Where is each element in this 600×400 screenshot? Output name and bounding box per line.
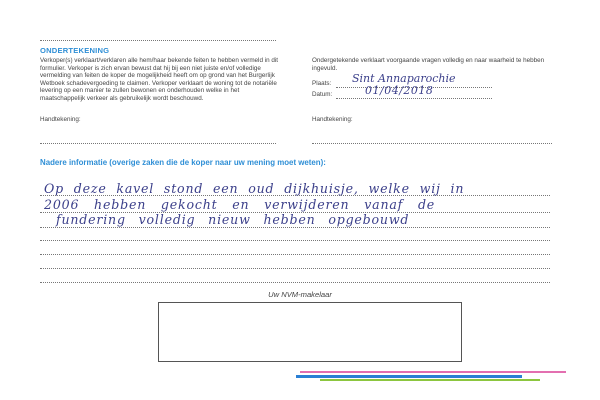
handwritten-note-line-2: 2006 hebben gekocht en verwijderen vanaf de: [44, 197, 436, 212]
seller-signature-label: Handtekening:: [40, 116, 81, 123]
stripe-blue: [296, 375, 522, 378]
date-line: [336, 98, 492, 99]
seller-declaration-text: Verkoper(s) verklaart/verklaren alle hem/haar bekende feiten te hebben vermeld in dit formulier. Verkoper is zich ervan bewust dat hij bij een niet juiste en/of volledige vermelding van feiten de koper de mogelijkheid heeft om op grond van het Burgerlijk Wetboek schadevergoeding te claimen. Verkoper verklaart de woning tot de notariële levering op een manier te zullen bewonen en onderhouden welke in het maatschappelijk verkeer als gebruikelijk wordt beschouwd.: [40, 57, 279, 102]
date-label: Datum:: [312, 91, 333, 98]
buyer-signature-label: Handtekening:: [312, 116, 353, 123]
place-value: Sint Annaparochie: [352, 72, 456, 85]
date-value: 01/04/2018: [365, 84, 434, 97]
place-label: Plaats:: [312, 80, 332, 87]
notes-heading: Nadere informatie (overige zaken die de koper naar uw mening moet weten):: [40, 158, 326, 167]
buyer-declaration-text: Ondergetekende verklaart voorgaande vragen volledig en naar waarheid te hebben ingevuld.: [312, 57, 545, 72]
agent-stamp-box: [158, 302, 462, 362]
signing-heading: ONDERTEKENING: [40, 46, 110, 55]
handwritten-note-line-3: fundering volledig nieuw hebben opgebouwd: [56, 212, 410, 227]
buyer-signature-line: [312, 143, 552, 144]
notes-line-6: [40, 268, 550, 269]
top-divider: [40, 40, 276, 41]
agent-label: Uw NVM-makelaar: [268, 290, 332, 299]
stripe-green: [320, 379, 540, 381]
notes-line-5: [40, 254, 550, 255]
stripe-pink: [300, 371, 566, 373]
handwritten-note-line-1: Op deze kavel stond een oud dijkhuisje, welke wij in: [44, 181, 465, 196]
notes-line-4: [40, 240, 550, 241]
notes-line-7: [40, 282, 550, 283]
seller-signature-line: [40, 143, 276, 144]
notes-line-3: [40, 227, 550, 228]
